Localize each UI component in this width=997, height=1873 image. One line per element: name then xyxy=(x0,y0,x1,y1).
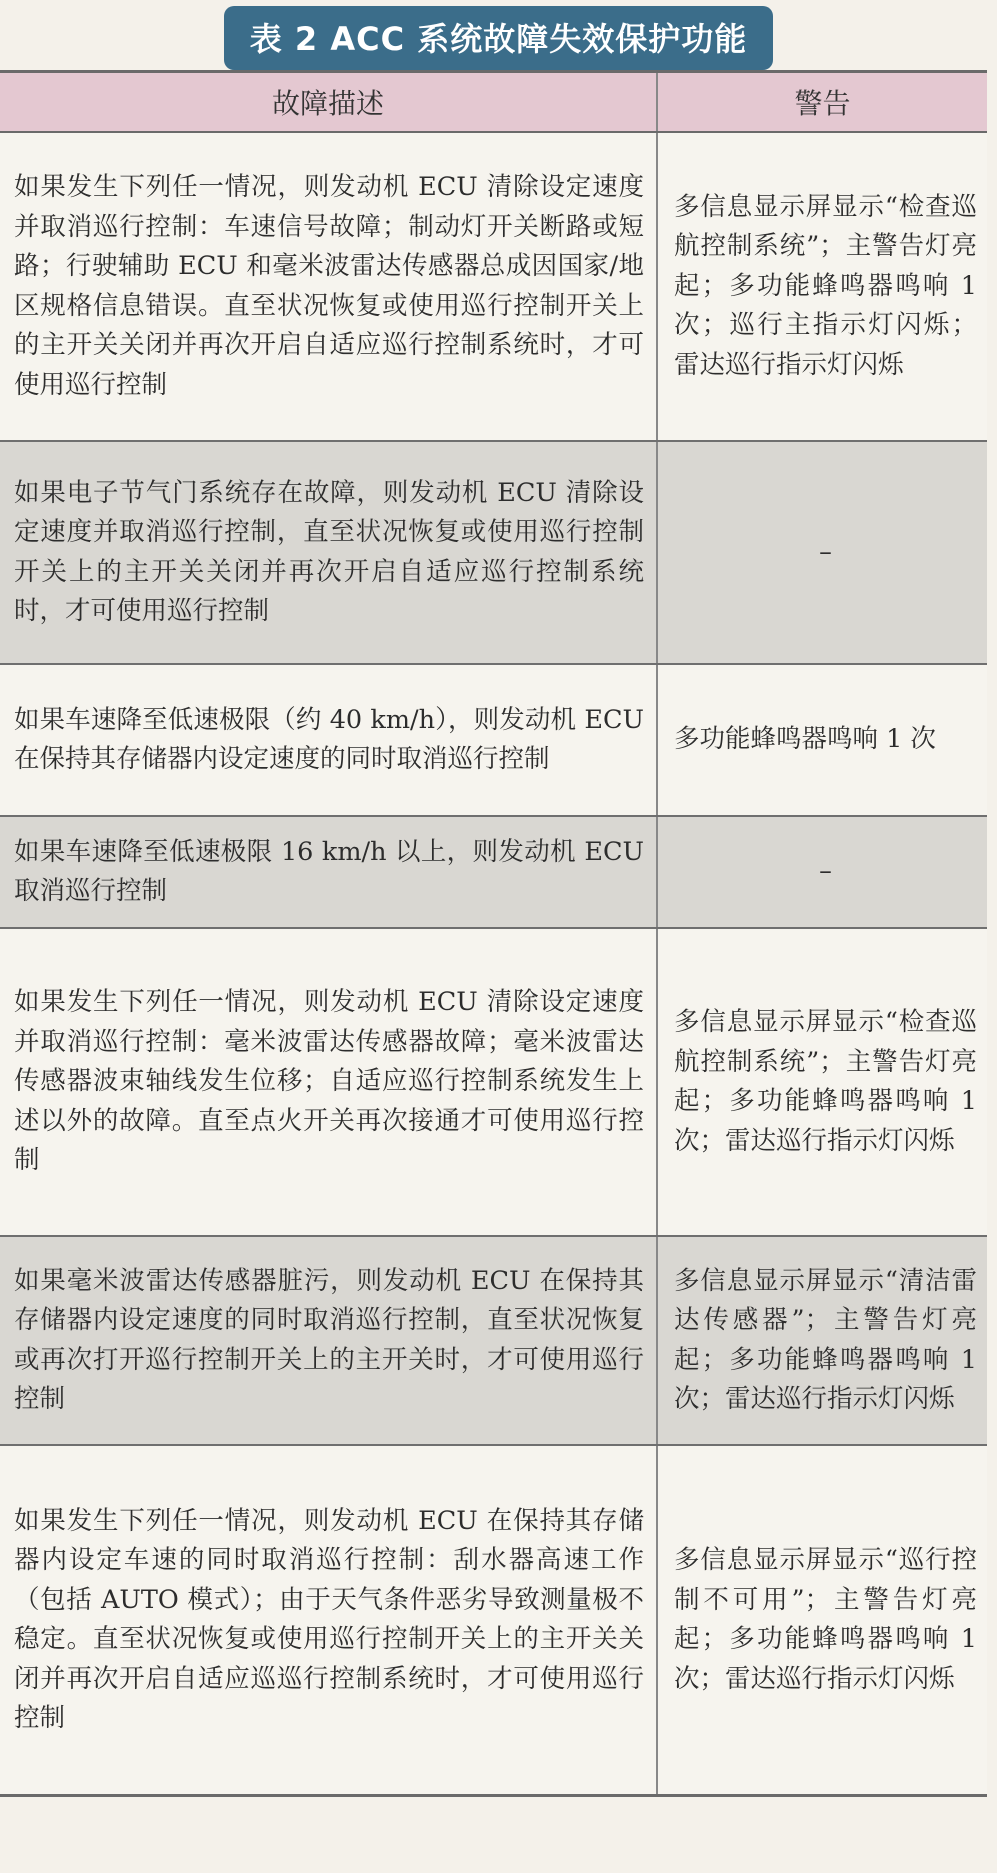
table-row xyxy=(0,664,987,816)
table-row xyxy=(0,1445,987,1796)
fault-description-cell: 如果车速降至低速极限（约 40 km/h），则发动机 ECU 在保持其存储器内设定速度的同时取消巡行控制 xyxy=(0,664,657,816)
table-title-area xyxy=(0,6,997,70)
warning-cell: 多信息显示屏显示“巡行控制不可用”；主警告灯亮起；多功能蜂鸣器鸣响 1 次；雷达巡行指示灯闪烁 xyxy=(657,1445,987,1796)
header-row xyxy=(0,72,987,133)
warning-cell: 多功能蜂鸣器鸣响 1 次 xyxy=(657,664,987,816)
fault-description-cell: 如果车速降至低速极限 16 km/h 以上，则发动机 ECU 取消巡行控制 xyxy=(0,816,657,928)
failsafe-table xyxy=(0,70,987,1797)
table-row xyxy=(0,816,987,928)
column-header-warning: 警告 xyxy=(657,72,987,133)
fault-description-cell: 如果毫米波雷达传感器脏污，则发动机 ECU 在保持其存储器内设定速度的同时取消巡行控制，直至状况恢复或再次打开巡行控制开关上的主开关时，才可使用巡行控制 xyxy=(0,1236,657,1445)
table-row xyxy=(0,928,987,1236)
table-title: 表 2 ACC 系统故障失效保护功能 xyxy=(224,6,773,70)
fault-description-cell: 如果发生下列任一情况，则发动机 ECU 清除设定速度并取消巡行控制：毫米波雷达传感器故障；毫米波雷达传感器波束轴线发生位移；自适应巡行控制系统发生上述以外的故障。直至点火开关再次接通才可使用巡行控制 xyxy=(0,928,657,1236)
warning-cell: 多信息显示屏显示“检查巡航控制系统”；主警告灯亮起；多功能蜂鸣器鸣响 1 次；巡行主指示灯闪烁；雷达巡行指示灯闪烁 xyxy=(657,132,987,441)
warning-cell: 多信息显示屏显示“清洁雷达传感器”；主警告灯亮起；多功能蜂鸣器鸣响 1 次；雷达巡行指示灯闪烁 xyxy=(657,1236,987,1445)
table-row xyxy=(0,1236,987,1445)
fault-description-cell: 如果发生下列任一情况，则发动机 ECU 在保持其存储器内设定车速的同时取消巡行控制：刮水器高速工作（包括 AUTO 模式）；由于天气条件恶劣导致测量极不稳定。直至状况恢复或使用巡行控制开关上的主开关关闭并再次开启自适应巡巡行控制系统时，才可使用巡行控制 xyxy=(0,1445,657,1796)
fault-description-cell: 如果发生下列任一情况，则发动机 ECU 清除设定速度并取消巡行控制：车速信号故障；制动灯开关断路或短路；行驶辅助 ECU 和毫米波雷达传感器总成因国家/地区规格信息错误。直至状况恢复或使用巡行控制开关上的主开关关闭并再次开启自适应巡行控制系统时，才可使用巡行控制 xyxy=(0,132,657,441)
warning-cell: – xyxy=(657,441,987,664)
warning-cell: – xyxy=(657,816,987,928)
column-header-description: 故障描述 xyxy=(0,72,657,133)
table-row xyxy=(0,132,987,441)
warning-cell: 多信息显示屏显示“检查巡航控制系统”；主警告灯亮起；多功能蜂鸣器鸣响 1 次；雷达巡行指示灯闪烁 xyxy=(657,928,987,1236)
table-row xyxy=(0,441,987,664)
fault-description-cell: 如果电子节气门系统存在故障，则发动机 ECU 清除设定速度并取消巡行控制，直至状况恢复或使用巡行控制开关上的主开关关闭并再次开启自适应巡行控制系统时，才可使用巡行控制 xyxy=(0,441,657,664)
